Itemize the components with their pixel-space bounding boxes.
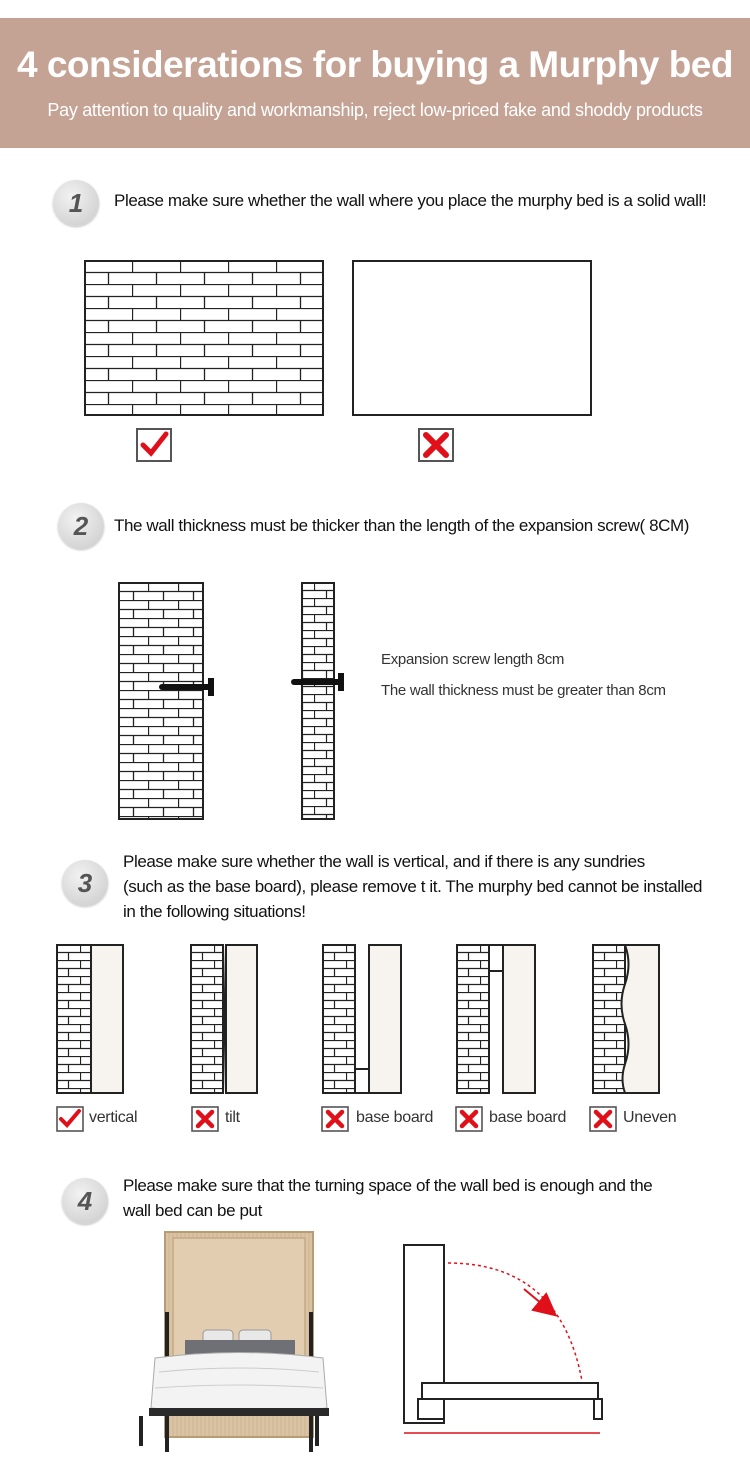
hollow-wall-illustration (352, 260, 592, 416)
step-4-line-1: Please make sure that the turning space of the wall bed is enough and the (123, 1176, 653, 1195)
wall-tilt-illustration (190, 944, 260, 1094)
wall-uneven-illustration (592, 944, 662, 1094)
label-vertical: vertical (89, 1109, 138, 1126)
wall-baseboard-illustration-2 (456, 944, 538, 1094)
thick-wall-illustration (118, 582, 218, 820)
label-tilt: tilt (225, 1109, 240, 1126)
turning-space-diagram (400, 1243, 610, 1443)
cross-icon (191, 1106, 219, 1132)
step-1-text: Please make sure whether the wall where you place the murphy bed is a solid wall! (114, 191, 707, 210)
step-number-3: 3 (62, 860, 108, 906)
page-subtitle: Pay attention to quality and workmanship, reject low-priced fake and shoddy products (47, 100, 703, 120)
thin-wall-illustration (290, 582, 350, 820)
screw-length-note: Expansion screw length 8cm (381, 651, 565, 668)
wall-thickness-note: The wall thickness must be greater than 8cm (381, 682, 666, 699)
label-base-board-1: base board (356, 1109, 434, 1126)
header-banner (0, 18, 750, 148)
murphy-bed-image (135, 1232, 335, 1452)
step-2-text: The wall thickness must be thicker than the length of the expansion screw( 8CM) (114, 516, 690, 535)
wall-baseboard-illustration-1 (322, 944, 404, 1094)
step-number-2: 2 (58, 503, 104, 549)
label-uneven: Uneven (623, 1109, 677, 1126)
step-number-1: 1 (53, 180, 99, 226)
solid-brick-wall-illustration (84, 260, 324, 416)
cross-icon (418, 428, 454, 462)
step-4-line-2: wall bed can be put (123, 1201, 262, 1220)
wall-vertical-illustration (56, 944, 126, 1094)
label-base-board-2: base board (489, 1109, 567, 1126)
step-3-line-1: Please make sure whether the wall is vertical, and if there is any sundries (123, 852, 645, 871)
step-3-line-2: (such as the base board), please remove t it. The murphy bed cannot be installed (123, 877, 703, 896)
cross-icon (589, 1106, 617, 1132)
page-title: 4 considerations for buying a Murphy bed (17, 44, 733, 85)
step-number-4: 4 (62, 1178, 108, 1224)
cross-icon (321, 1106, 349, 1132)
check-icon (136, 428, 172, 462)
cross-icon (455, 1106, 483, 1132)
step-3-line-3: in the following situations! (123, 902, 306, 921)
check-icon (56, 1106, 84, 1132)
